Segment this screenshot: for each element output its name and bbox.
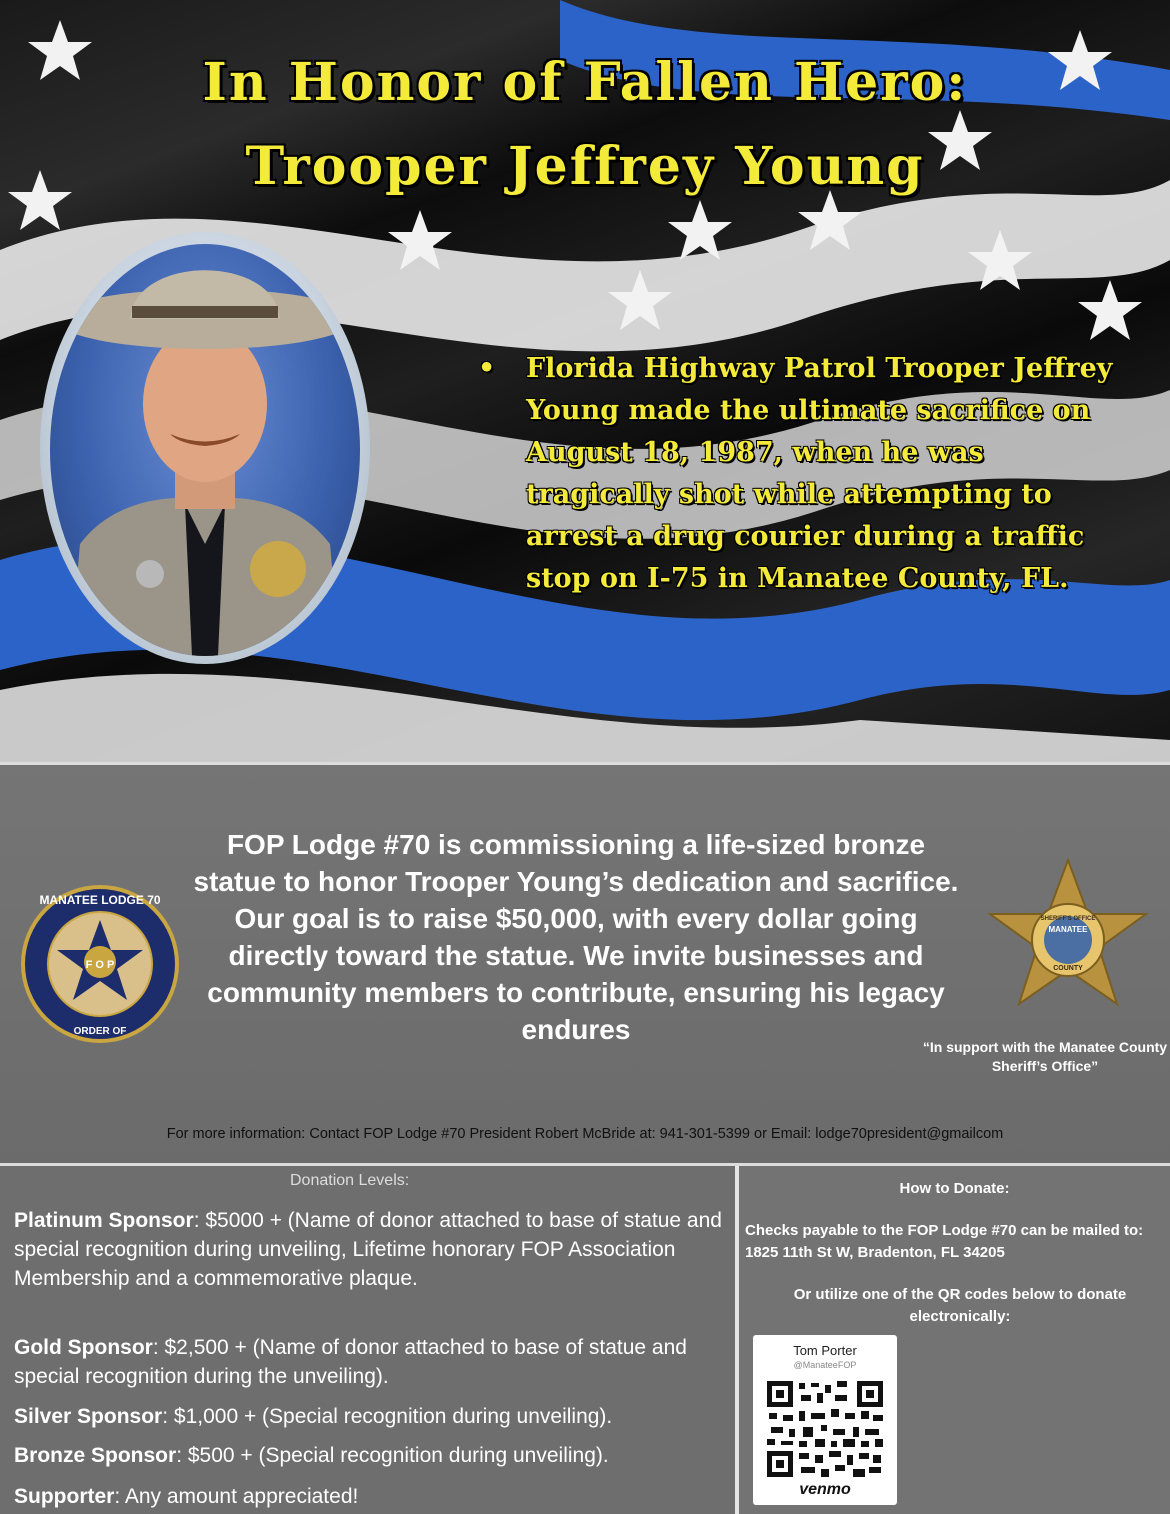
level-gold xyxy=(14,1333,724,1391)
level-bronze xyxy=(14,1441,724,1470)
donation-levels-heading: Donation Levels: xyxy=(290,1172,410,1189)
level-name: Gold Sponsor xyxy=(14,1336,153,1359)
venmo-logo: venmo xyxy=(799,1481,851,1498)
bio-bullet-block xyxy=(478,348,1128,600)
title-line-1: In Honor of Fallen Hero: xyxy=(202,52,968,113)
badge-top-text: MANATEE LODGE 70 xyxy=(39,893,161,907)
level-name: Platinum Sponsor xyxy=(14,1209,194,1232)
commission-pitch: FOP Lodge #70 is commissioning a life-sized bronze statue to honor Trooper Young’s dedication and sacrifice. Our goal is to raise $50,000, with every dollar going directly toward the statue. We invite businesses and community members to contribute, ensuring his legacy endures xyxy=(193,829,959,1045)
level-name: Bronze Sponsor xyxy=(14,1444,177,1467)
trooper-portrait xyxy=(50,244,360,656)
level-desc: : $1,000 + (Special recognition during unveiling). xyxy=(162,1405,613,1428)
badge-letters: F O P xyxy=(85,959,115,971)
sheriff-mid-text: MANATEE xyxy=(1048,925,1088,934)
level-supporter xyxy=(14,1482,724,1511)
badge-bottom-text: ORDER OF xyxy=(73,1026,127,1037)
level-desc: : $5000 + (Name of donor attached to base of statue and special recognition during unveiling, Lifetime honorary FOP Association Membership and a commemorative plaque. xyxy=(14,1209,722,1290)
level-name: Silver Sponsor xyxy=(14,1405,163,1428)
how-to-donate-heading: How to Donate: xyxy=(899,1180,1010,1197)
level-name: Supporter xyxy=(14,1485,115,1508)
fop-lodge-badge xyxy=(20,884,180,1044)
bullet-marker: • xyxy=(478,353,496,384)
level-desc: : $500 + (Special recognition during unveiling). xyxy=(176,1444,609,1467)
contact-line: For more information: Contact FOP Lodge #70 President Robert McBride at: 941-301-5399 or Email: lodge70president@gmailcom xyxy=(166,1126,1004,1142)
venmo-account-name: Tom Porter xyxy=(793,1343,857,1358)
level-desc: : $2,500 + (Name of donor attached to base of statue and special recognition during the unveiling). xyxy=(14,1336,687,1388)
bio-text: Florida Highway Patrol Trooper Jeffrey Young made the ultimate sacrifice on August 18, 1987, when he was tragically shot while attempting to arrest a drug courier during a traffic stop on I-75 in Manatee County, FL. xyxy=(526,353,1113,594)
venmo-handle: @ManateeFOP xyxy=(793,1360,857,1370)
level-platinum xyxy=(14,1206,724,1293)
qr-code-icon[interactable] xyxy=(765,1379,885,1479)
mail-checks-text: Checks payable to the FOP Lodge #70 can be mailed to: 1825 11th St W, Bradenton, FL 34205 xyxy=(745,1222,1144,1261)
title-line-2: Trooper Jeffrey Young xyxy=(245,136,925,197)
level-desc: : Any amount appreciated! xyxy=(114,1485,359,1508)
sheriff-bottom-text: COUNTY xyxy=(1053,965,1083,972)
venmo-qr-card[interactable] xyxy=(753,1335,897,1505)
support-note: “In support with the Manatee County Sheriff’s Office” xyxy=(922,1039,1168,1074)
level-silver xyxy=(14,1402,724,1431)
sheriff-star-badge xyxy=(984,858,1152,1008)
qr-instructions: Or utilize one of the QR codes below to donate electronically: xyxy=(793,1286,1127,1325)
sheriff-top-text: SHERIFF'S OFFICE xyxy=(1040,916,1096,922)
